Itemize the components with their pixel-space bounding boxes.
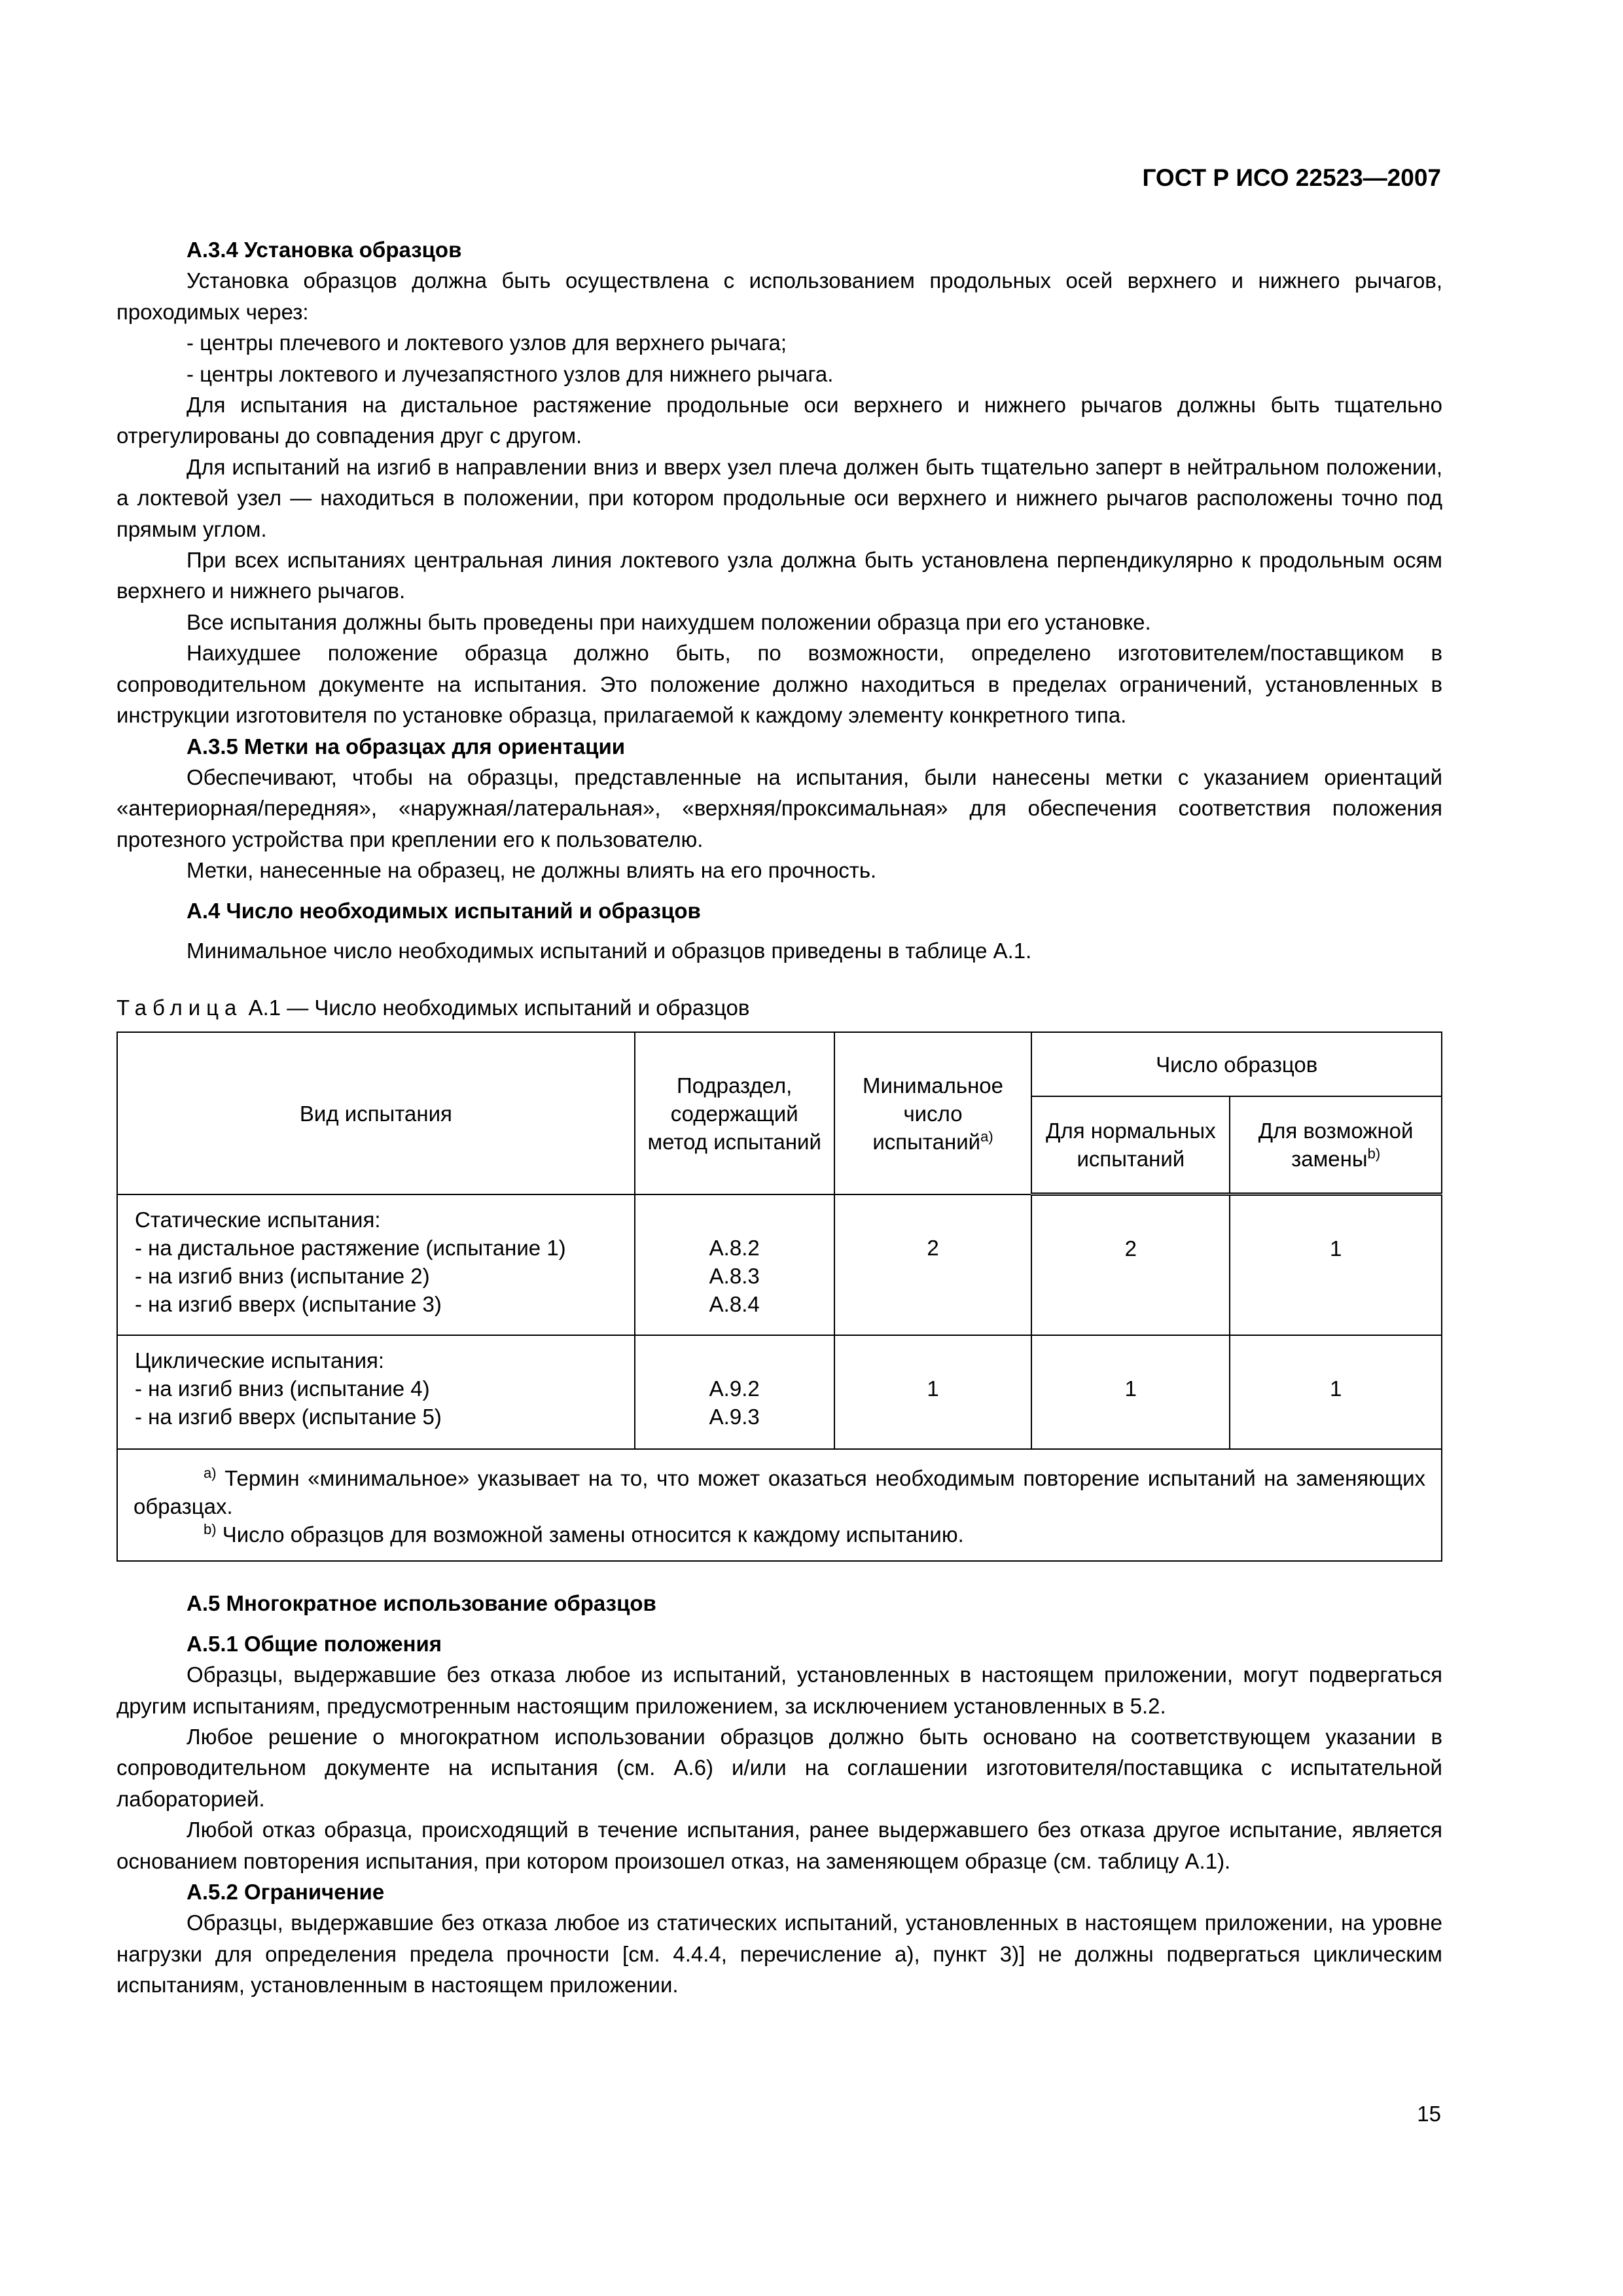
- table-notes: [117, 1449, 1442, 1561]
- paragraph: При всех испытаниях центральная линия локтевого узла должна быть установлена перпендикулярно к продольным осям верхнего и нижнего рычагов.: [116, 548, 1442, 603]
- page-content: [116, 234, 1442, 2001]
- paragraph: Все испытания должны быть проведены при наихудшем положении образца при его установке.: [187, 609, 1151, 634]
- tests-table: [116, 1031, 1442, 1562]
- cell-normal: 1: [1031, 1335, 1230, 1449]
- cell-subsection: А.9.2 А.9.3: [635, 1335, 834, 1449]
- paragraph: Обеспечивают, чтобы на образцы, представленные на испытания, были нанесены метки с указанием ориентаций «антериорная/передняя», «наружная/латеральная», «верхняя/проксимальная» для обеспечения соответствия положения протезного устройства при креплении его к пользователю.: [116, 764, 1442, 852]
- table-notes-row: [117, 1449, 1442, 1561]
- paragraph: Любой отказ образца, происходящий в течение испытания, ранее выдержавшего без отказа другое испытание, является основанием повторения испытания, при котором произошел отказ, на заменяющем образце (см. таблицу А.1).: [116, 1818, 1442, 1873]
- cell-min: 2: [834, 1194, 1032, 1336]
- cell-test-type: Циклические испытания: - на изгиб вниз (испытание 4) - на изгиб вверх (испытание 5): [117, 1335, 635, 1449]
- table-row: [117, 1194, 1442, 1336]
- cell-replacement: 1: [1230, 1194, 1442, 1336]
- section-heading-a51: А.5.1 Общие положения: [187, 1631, 442, 1656]
- page-number: 15: [1417, 2102, 1441, 2126]
- paragraph: Для испытаний на изгиб в направлении вниз и вверх узел плеча должен быть тщательно заперт в нейтральном положении, а локтевой узел — находиться в положении, при котором продольные оси верхнего и нижнего рычагов расположены точно под прямым углом.: [116, 454, 1442, 541]
- paragraph: Образцы, выдержавшие без отказа любое из статических испытаний, установленных в настоящем приложении, на уровне нагрузки для определения предела прочности [см. 4.4.4, перечисление а), пункт 3)] не должны подвергаться циклическим испытаниям, установленным в настоящем приложении.: [116, 1910, 1442, 1998]
- header-samples: Число образцов: [1031, 1032, 1442, 1096]
- section-heading-a34: А.3.4 Установка образцов: [187, 238, 462, 262]
- cell-normal: 2: [1031, 1194, 1230, 1336]
- section-heading-a4: А.4 Число необходимых испытаний и образцов: [187, 898, 701, 923]
- cell-replacement: 1: [1230, 1335, 1442, 1449]
- cell-subsection: А.8.2 А.8.3 А.8.4: [635, 1194, 834, 1336]
- list-item: - центры локтевого и лучезапястного узлов для нижнего рычага.: [187, 361, 834, 386]
- paragraph: Установка образцов должна быть осуществлена с использованием продольных осей верхнего и нижнего рычагов, проходимых через:: [116, 268, 1442, 324]
- cell-min: 1: [834, 1335, 1032, 1449]
- paragraph: Наихудшее положение образца должно быть, по возможности, определено изготовителем/поставщиком в сопроводительном документе на испытания. Это положение должно находиться в пределах ограничений, установленных в инструкции изготовителя по установке образца, прилагаемой к каждому элементу конкретного типа.: [116, 641, 1442, 728]
- table-row: [117, 1335, 1442, 1449]
- section-heading-a5: А.5 Многократное использование образцов: [187, 1591, 656, 1616]
- table-caption-word: Таблица: [116, 996, 243, 1020]
- header-normal-tests: Для нормальных испытаний: [1031, 1096, 1230, 1194]
- table-caption-title: А.1 — Число необходимых испытаний и образцов: [248, 996, 750, 1020]
- paragraph: Минимальное число необходимых испытаний и образцов приведены в таблице А.1.: [187, 938, 1032, 963]
- footnote-b: $^{b)}$ Число образцов для возможной замены относится к каждому испытанию.: [204, 1521, 964, 1547]
- footnote-a: $^{a)}$ Термин «минимальное» указывает на то, что может оказаться необходимым повторение испытаний на заменяющих образцах.: [134, 1465, 1426, 1519]
- header-test-type: Вид испытания: [117, 1032, 635, 1194]
- paragraph: Любое решение о многократном использовании образцов должно быть основано на соответствующем указании в сопроводительном документе на испытания (см. А.6) и/или на соглашении изготовителя/поставщика с испытательной лабораторией.: [116, 1724, 1442, 1811]
- header-replacement: Для возможной замены$^{b)}$: [1230, 1096, 1442, 1194]
- header-subsection: Подраздел, содержащий метод испытаний: [635, 1032, 834, 1194]
- section-heading-a35: А.3.5 Метки на образцах для ориентации: [187, 734, 626, 759]
- table-caption: [116, 994, 1442, 1022]
- cell-test-type: Статические испытания: - на дистальное растяжение (испытание 1) - на изгиб вниз (испытание 2) - на изгиб вверх (испытание 3): [117, 1194, 635, 1336]
- paragraph: Метки, нанесенные на образец, не должны влиять на его прочность.: [187, 858, 877, 883]
- document-header: ГОСТ Р ИСО 22523—2007: [1142, 164, 1441, 191]
- list-item: - центры плечевого и локтевого узлов для верхнего рычага;: [187, 331, 787, 355]
- paragraph: Образцы, выдержавшие без отказа любое из испытаний, установленных в настоящем приложении, могут подвергаться другим испытаниям, предусмотренным настоящим приложением, за исключением установленных в 5.2.: [116, 1662, 1442, 1718]
- section-heading-a52: А.5.2 Ограничение: [187, 1880, 385, 1904]
- header-min-tests: Минимальное число испытаний$^{a)}$: [834, 1032, 1032, 1194]
- paragraph: Для испытания на дистальное растяжение продольные оси верхнего и нижнего рычагов должны быть тщательно отрегулированы до совпадения друг с другом.: [116, 393, 1442, 448]
